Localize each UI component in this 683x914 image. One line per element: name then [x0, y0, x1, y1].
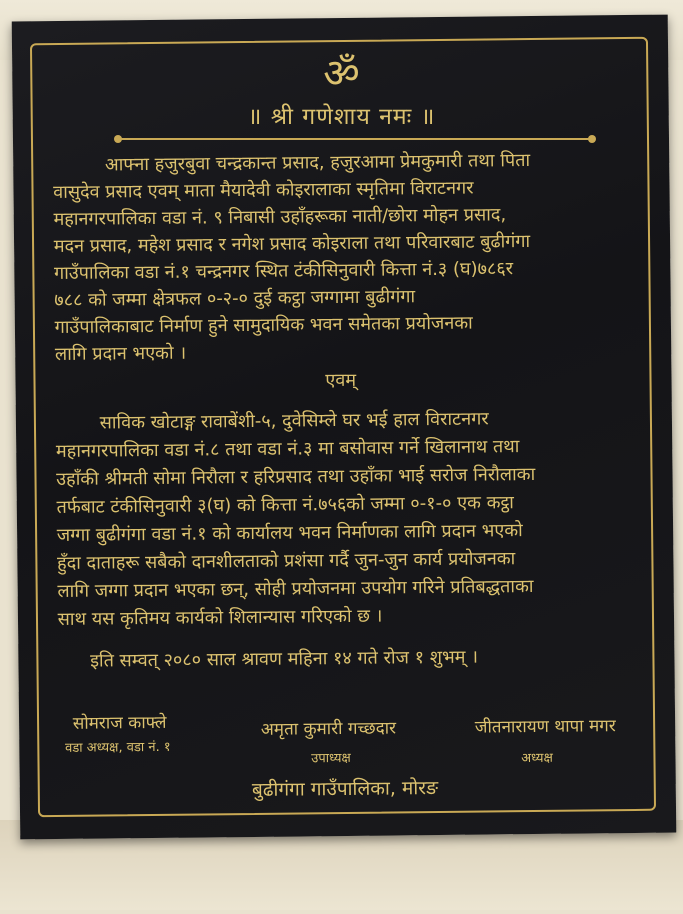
evam-heading: एवम् [325, 369, 357, 392]
inscription-line: साथ यस कृतिमय कार्यको शिलान्यास गरिएको छ । [57, 605, 383, 630]
inscription-line: महानगरपालिका वडा नं. ९ निबासी उहाँहरूका नाती/छोरा मोहन प्रसाद, [53, 204, 507, 231]
signatory-role: अध्यक्ष [521, 750, 553, 767]
signatory-role: उपाध्यक्ष [311, 750, 351, 767]
inscription-line: गाउँपालिकाबाट निर्माण हुने सामुदायिक भवन समेतका प्रयोजनका [54, 312, 473, 338]
inscription-line: लागि प्रदान भएको । [54, 342, 187, 365]
signatory-name: सोमराज काफ्ले [72, 712, 167, 734]
om-symbol: ॐ [323, 51, 360, 97]
plaque-title: ॥ श्री गणेशाय नमः ॥ [247, 104, 436, 130]
signatory-role: वडा अध्यक्ष, वडा नं. १ [64, 739, 171, 756]
inscription-line: उहाँकी श्रीमती सोमा निरौला र हरिप्रसाद तथा उहाँका भाई सरोज निरौलाका [56, 463, 536, 490]
inscription-line: गाउँपालिका वडा नं.१ चन्द्रनगर स्थित टंकीसिनुवारी कित्ता नं.३ (घ)७८६र [53, 258, 514, 284]
inscription-line: महानगरपालिका वडा नं.८ तथा वडा नं.३ मा बसोवास गर्ने खिलानाथ तथा [55, 436, 520, 462]
inscription-line: हुँदा दाताहरू सबैको दानशीलताको प्रशंसा गर्दै जुन-जुन कार्य प्रयोजनका [57, 548, 516, 574]
inscription-line: तर्फबाट टंकीसिनुवारी ३(घ) को कित्ता नं.७५६को जम्मा ०-१-० एक कट्ठा [56, 492, 515, 518]
signatory-name: अमृता कुमारी गच्छदार [260, 718, 397, 740]
inscription-line: ७८८ को जम्मा क्षेत्रफल ०-२-० दुई कट्ठा जग्गामा बुढीगंगा [54, 286, 416, 311]
signatory-name: जीतनारायण थापा मगर [474, 716, 616, 738]
inscription-line: जग्गा बुढीगंगा वडा नं.१ को कार्यालय भवन निर्माणका लागि प्रदान भएको [56, 520, 523, 546]
date-line: इति सम्वत् २०८० साल श्रावण महिना १४ गते रोज १ शुभम् । [90, 646, 479, 672]
inscription-line: मदन प्रसाद, महेश प्रसाद र नगेश प्रसाद कोइराला तथा परिवारबाट बुढीगंगा [53, 231, 531, 258]
inscription-line: साविक खोटाङ्ग रावाबेंशी-५, दुवेसिम्ले घर भई हाल विराटनगर [99, 408, 489, 434]
inscription-line: आफ्ना हजुरबुवा चन्द्रकान्त प्रसाद, हजुरआमा प्रेमकुमारी तथा पिता [104, 150, 531, 176]
inscription-line: लागि जग्गा प्रदान भएका छन्, सोही प्रयोजनमा उपयोग गरिने प्रतिबद्धताका [57, 575, 534, 602]
footer-municipality: बुढीगंगा गाउँपालिका, मोरङ [251, 777, 439, 801]
inscription-line: वासुदेव प्रसाद एवम् माता मैयादेवी कोइरालाका स्मृतिमा विराटनगर [53, 177, 474, 204]
